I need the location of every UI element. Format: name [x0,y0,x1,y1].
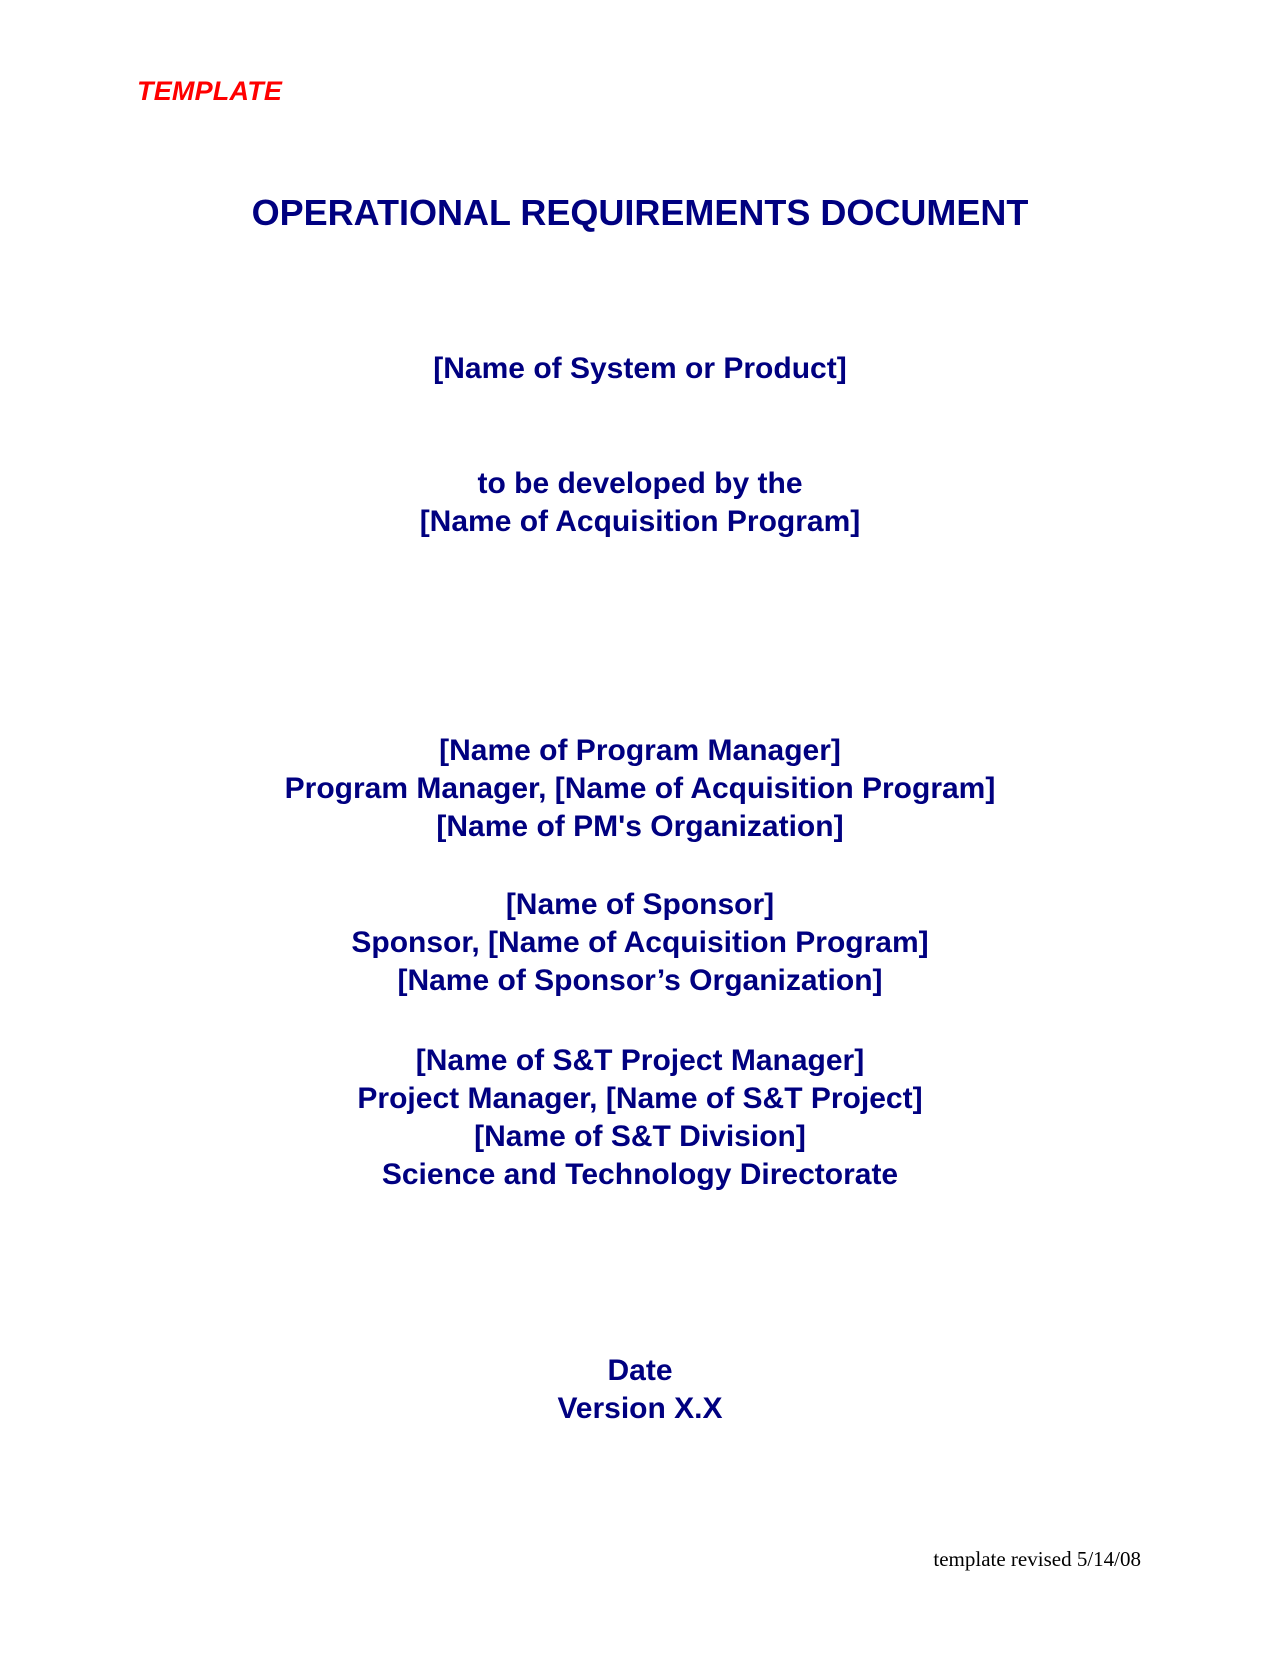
developed-by-block [0,465,1280,541]
program-manager-block [0,732,1280,846]
sponsor-block [0,886,1280,1000]
template-revised-note: template revised 5/14/08 [933,1547,1141,1571]
st-directorate: Science and Technology Directorate [381,1158,899,1191]
program-manager-role: Program Manager, [Name of Acquisition Program] [284,772,996,805]
st-project-block [0,1042,1280,1194]
acquisition-program-name: [Name of Acquisition Program] [419,505,861,538]
document-title: OPERATIONAL REQUIREMENTS DOCUMENT [251,192,1029,233]
system-name-block [0,350,1280,388]
sponsor-organization: [Name of Sponsor’s Organization] [397,964,883,997]
template-label: TEMPLATE [137,76,283,106]
sponsor-role: Sponsor, [Name of Acquisition Program] [351,926,929,959]
st-division-name: [Name of S&T Division] [474,1120,806,1153]
developed-by-text: to be developed by the [477,467,803,500]
system-name: [Name of System or Product] [433,352,847,385]
sponsor-name: [Name of Sponsor] [505,888,775,921]
date-version-block [0,1352,1280,1428]
document-version: Version X.X [557,1392,723,1425]
st-project-manager-name: [Name of S&T Project Manager] [415,1044,865,1077]
st-project-manager-role: Project Manager, [Name of S&T Project] [357,1082,923,1115]
program-manager-name: [Name of Program Manager] [439,734,841,767]
document-date: Date [607,1354,673,1387]
program-manager-organization: [Name of PM's Organization] [436,810,844,843]
